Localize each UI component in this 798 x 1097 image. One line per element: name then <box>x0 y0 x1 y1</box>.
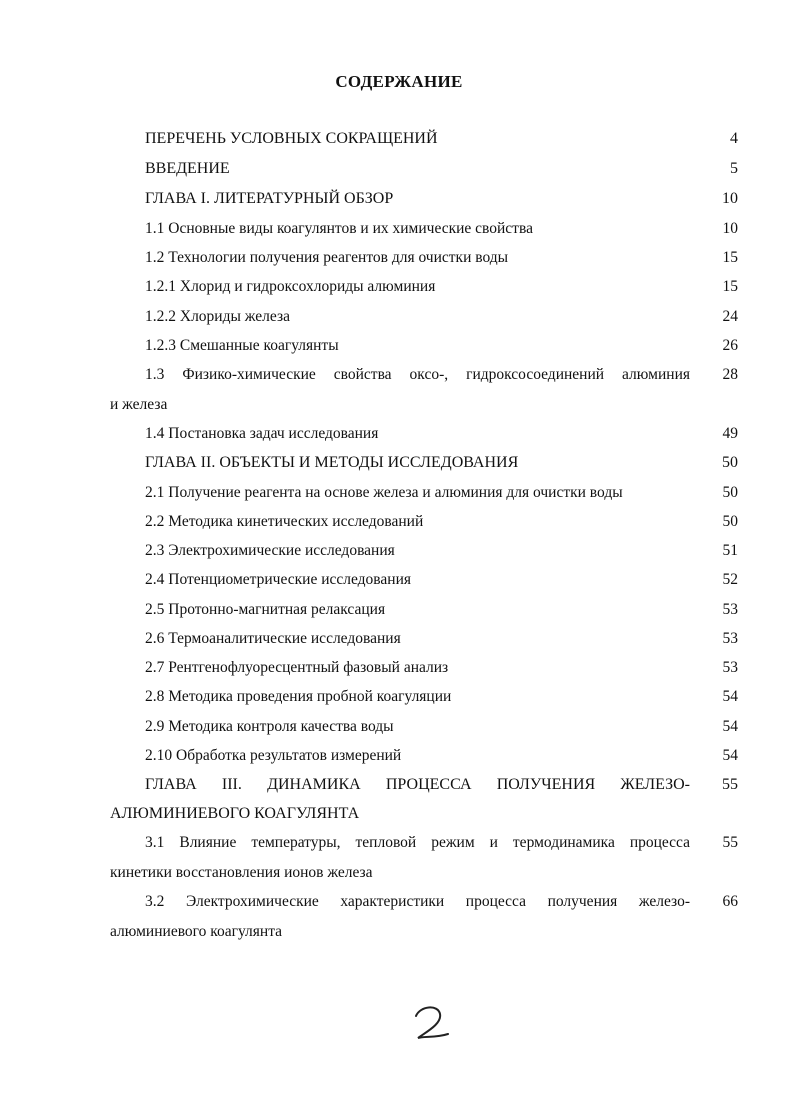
toc-entry-text-line1: 3.1 Влияние температуры, тепловой режим и термодинамика процесса <box>145 834 690 851</box>
toc-entry-page: 54 <box>722 718 738 735</box>
toc-entry-page: 4 <box>730 130 738 147</box>
toc-entry-text: 2.5 Протонно-магнитная релаксация <box>145 601 386 618</box>
toc-entry-text-line2: кинетики восстановления ионов железа <box>110 864 373 881</box>
toc-entry-page: 54 <box>722 747 738 764</box>
handwritten-page-number-icon <box>408 1002 454 1046</box>
toc-entry-text: 2.10 Обработка результатов измерений <box>145 747 402 764</box>
toc-entry-text: ГЛАВА I. ЛИТЕРАТУРНЫЙ ОБЗОР <box>145 190 394 207</box>
toc-entry-page: 26 <box>722 337 738 354</box>
toc-entry-page: 52 <box>722 571 738 588</box>
toc-entry-page: 50 <box>722 513 738 530</box>
toc-entry-page: 10 <box>722 220 738 237</box>
toc-entry-page: 53 <box>722 659 738 676</box>
toc-entry-text: 2.9 Методика контроля качества воды <box>145 718 394 735</box>
toc-entry-text-line1: 1.3 Физико-химические свойства оксо-, гидроксосоединений алюминия <box>145 366 690 383</box>
toc-entry-text: 1.2.3 Смешанные коагулянты <box>145 337 339 354</box>
toc-entry-text: 2.3 Электрохимические исследования <box>145 542 395 559</box>
toc-entry-page: 5 <box>730 160 738 177</box>
toc-entry-page: 24 <box>722 308 738 325</box>
toc-entry-text-line2: алюминиевого коагулянта <box>110 923 283 940</box>
toc-entry-page: 50 <box>722 484 738 501</box>
toc-entry-page: 10 <box>722 190 738 207</box>
toc-entry-page: 53 <box>722 630 738 647</box>
toc-entry-page: 28 <box>722 366 738 383</box>
toc-entry-text: ПЕРЕЧЕНЬ УСЛОВНЫХ СОКРАЩЕНИЙ <box>145 130 438 147</box>
toc-entry-text-line2: и железа <box>110 396 168 413</box>
toc-entry-text: ГЛАВА II. ОБЪЕКТЫ И МЕТОДЫ ИССЛЕДОВАНИЯ <box>145 454 519 471</box>
toc-entry-page: 53 <box>722 601 738 618</box>
toc-entry-page: 54 <box>722 688 738 705</box>
toc-entry-text: ВВЕДЕНИЕ <box>145 160 230 177</box>
toc-entry-text: 2.8 Методика проведения пробной коагуляции <box>145 688 452 705</box>
toc-entry-text-line1: 3.2 Электрохимические характеристики процесса получения железо- <box>145 893 690 910</box>
toc-entry-text: 1.2.1 Хлорид и гидроксохлориды алюминия <box>145 278 436 295</box>
toc-entry-text-line1: ГЛАВА III. ДИНАМИКА ПРОЦЕССА ПОЛУЧЕНИЯ ЖЕЛЕЗО- <box>145 776 690 793</box>
toc-entry-text: 2.4 Потенциометрические исследования <box>145 571 412 588</box>
toc-entry-text: 1.4 Постановка задач исследования <box>145 425 379 442</box>
toc-entry-text: 2.6 Термоаналитические исследования <box>145 630 401 647</box>
page-title: СОДЕРЖАНИЕ <box>335 72 463 91</box>
toc-entry-page: 66 <box>722 893 738 910</box>
toc-entry-text: 1.1 Основные виды коагулянтов и их химические свойства <box>145 220 533 237</box>
toc-entry-text: 2.1 Получение реагента на основе железа и алюминия для очистки воды <box>145 484 623 501</box>
toc-entry-page: 50 <box>722 454 738 471</box>
toc-entry-page: 55 <box>722 776 738 793</box>
toc-entry-page: 15 <box>722 249 738 266</box>
toc-entry-text: 2.7 Рентгенофлуоресцентный фазовый анализ <box>145 659 449 676</box>
toc-entry-page: 55 <box>722 834 738 851</box>
toc-entry-text: 1.2 Технологии получения реагентов для очистки воды <box>145 249 509 266</box>
toc-entry-text: 2.2 Методика кинетических исследований <box>145 513 424 530</box>
toc-entry-text: 1.2.2 Хлориды железа <box>145 308 290 325</box>
toc-entry-page: 49 <box>722 425 738 442</box>
toc-entry-page: 51 <box>722 542 738 559</box>
toc-entry-page: 15 <box>722 278 738 295</box>
toc-entry-text-line2: АЛЮМИНИЕВОГО КОАГУЛЯНТА <box>110 805 360 822</box>
